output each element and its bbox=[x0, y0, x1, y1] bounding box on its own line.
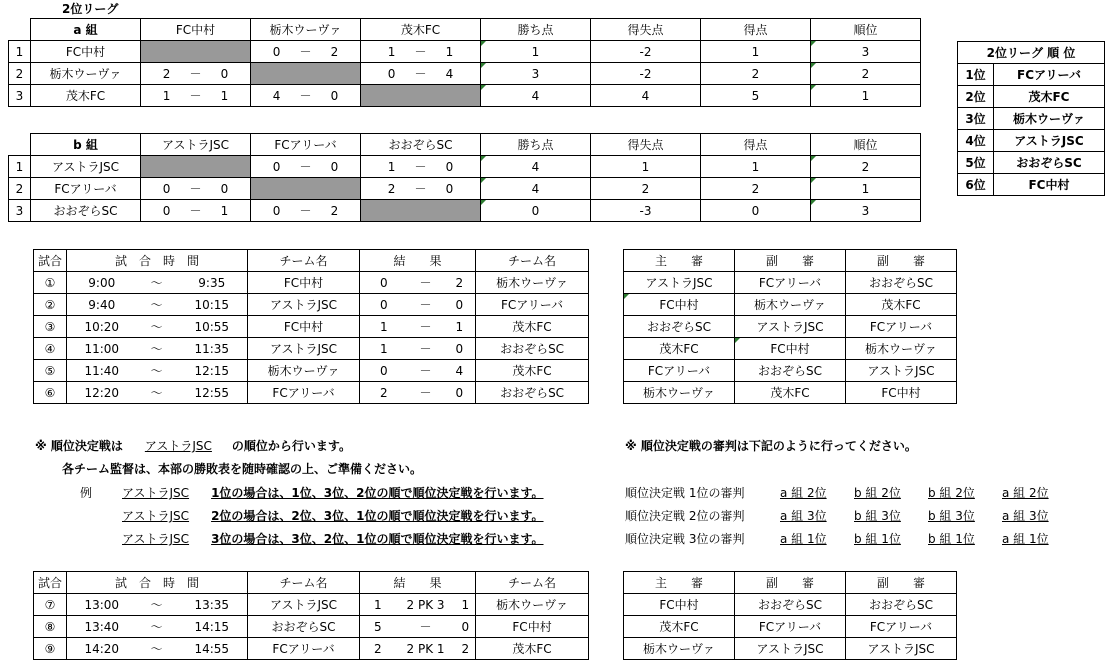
ref-rule-group: a 組 2位 bbox=[780, 486, 827, 500]
goal-diff: -3 bbox=[591, 200, 701, 222]
goals: 1 bbox=[701, 41, 811, 63]
main-referee: 茂木FC bbox=[624, 338, 735, 360]
home-team: FCアリーバ bbox=[248, 638, 360, 660]
self-cell bbox=[251, 63, 361, 85]
goals: 1 bbox=[701, 156, 811, 178]
assistant-referee: 茂木FC bbox=[846, 294, 957, 316]
col-header: 主 審 bbox=[624, 572, 735, 594]
away-team: 茂木FC bbox=[476, 316, 589, 338]
row-number: 1 bbox=[9, 41, 31, 63]
ref-rule-label: 順位決定戦 3位の審判 bbox=[625, 532, 745, 546]
rank-place: 3位 bbox=[958, 108, 994, 130]
away-team: おおぞらSC bbox=[476, 338, 589, 360]
start-time: 11:40 bbox=[67, 360, 137, 382]
tilde: ～ bbox=[137, 294, 177, 316]
tilde: ～ bbox=[137, 638, 177, 660]
self-cell bbox=[251, 178, 361, 200]
referee-row bbox=[624, 338, 957, 360]
match-row bbox=[34, 638, 589, 660]
end-time: 13:35 bbox=[177, 594, 248, 616]
ref-rule-row bbox=[625, 484, 1062, 501]
points: 4 bbox=[481, 85, 591, 107]
main-referee: アストラJSC bbox=[624, 272, 735, 294]
self-cell bbox=[361, 200, 481, 222]
group-a-table bbox=[8, 18, 921, 107]
home-team: FC中村 bbox=[248, 316, 360, 338]
end-time: 10:55 bbox=[177, 316, 248, 338]
rank-place: 1位 bbox=[958, 64, 994, 86]
score-sep: － bbox=[408, 316, 444, 338]
ref-rule-group: a 組 1位 bbox=[780, 532, 827, 546]
score-sep: － bbox=[408, 294, 444, 316]
col-header: 順位 bbox=[811, 134, 921, 156]
example-text: の場合は、3位、2位、1位の順で順位決定戦を行います。 bbox=[231, 532, 544, 546]
referee-row bbox=[624, 616, 957, 638]
assistant-referee: おおぞらSC bbox=[735, 360, 846, 382]
rank: 1 bbox=[811, 178, 921, 200]
example-team: アストラJSC bbox=[122, 509, 190, 523]
score-away: 0 bbox=[444, 294, 476, 316]
referee-row bbox=[624, 316, 957, 338]
ref-rule-group: b 組 1位 bbox=[928, 532, 975, 546]
referee-row bbox=[624, 272, 957, 294]
rank: 1 bbox=[811, 85, 921, 107]
group-a-label: a 組 bbox=[31, 19, 141, 41]
col-header: チーム名 bbox=[248, 250, 360, 272]
match-row bbox=[34, 294, 589, 316]
away-team: 栃木ウーヴァ bbox=[476, 594, 589, 616]
ref-rule-group: b 組 2位 bbox=[928, 486, 975, 500]
main-referee: 栃木ウーヴァ bbox=[624, 638, 735, 660]
score-sep: － bbox=[408, 272, 444, 294]
standings-row bbox=[9, 63, 921, 85]
home-team: 栃木ウーヴァ bbox=[248, 360, 360, 382]
ref-rule-row bbox=[625, 530, 1062, 547]
row-number: 2 bbox=[9, 178, 31, 200]
col-header: 試合 bbox=[34, 250, 67, 272]
rank-team: 栃木ウーヴァ bbox=[994, 108, 1105, 130]
points: 4 bbox=[481, 178, 591, 200]
assistant-referee: アストラJSC bbox=[735, 316, 846, 338]
end-time: 12:55 bbox=[177, 382, 248, 404]
rank-team: アストラJSC bbox=[994, 130, 1105, 152]
example-place: 2位 bbox=[211, 509, 232, 523]
example-team: アストラJSC bbox=[122, 486, 190, 500]
tilde: ～ bbox=[137, 338, 177, 360]
col-header: 栃木ウーヴァ bbox=[251, 19, 361, 41]
score-home: 0 bbox=[360, 360, 408, 382]
referee-table-1 bbox=[623, 249, 957, 404]
standings-row bbox=[9, 178, 921, 200]
example-place: 1位 bbox=[211, 486, 232, 500]
assistant-referee: アストラJSC bbox=[846, 360, 957, 382]
assistant-referee: おおぞらSC bbox=[735, 594, 846, 616]
col-header: FC中村 bbox=[141, 19, 251, 41]
schedule-table-2 bbox=[33, 571, 589, 660]
col-header: 結 果 bbox=[360, 250, 476, 272]
score-home: 2 bbox=[360, 382, 408, 404]
start-time: 12:20 bbox=[67, 382, 137, 404]
col-header: アストラJSC bbox=[141, 134, 251, 156]
score-sep: － bbox=[396, 616, 456, 638]
score-away: 4 bbox=[444, 360, 476, 382]
match-row bbox=[34, 360, 589, 382]
ref-rule-row bbox=[625, 507, 1062, 524]
home-team: アストラJSC bbox=[248, 594, 360, 616]
match-cell: 0 － 0 bbox=[141, 178, 251, 200]
note-team: アストラJSC bbox=[144, 439, 212, 453]
example-team: アストラJSC bbox=[122, 532, 190, 546]
col-header: 茂木FC bbox=[361, 19, 481, 41]
away-team: FC中村 bbox=[476, 616, 589, 638]
score-home: 1 bbox=[360, 594, 396, 616]
ref-rule-group: a 組 1位 bbox=[1002, 532, 1049, 546]
team-name: 栃木ウーヴァ bbox=[31, 63, 141, 85]
col-header: 順位 bbox=[811, 19, 921, 41]
score-sep: 2 PK 3 bbox=[396, 594, 456, 616]
referee-row bbox=[624, 638, 957, 660]
goal-diff: -2 bbox=[591, 41, 701, 63]
group-b-table bbox=[8, 133, 921, 222]
main-referee: 茂木FC bbox=[624, 616, 735, 638]
rank-team: 茂木FC bbox=[994, 86, 1105, 108]
score-home: 2 bbox=[360, 638, 396, 660]
match-row bbox=[34, 594, 589, 616]
rank-team: おおぞらSC bbox=[994, 152, 1105, 174]
rank: 2 bbox=[811, 156, 921, 178]
rank: 2 bbox=[811, 63, 921, 85]
start-time: 14:20 bbox=[67, 638, 137, 660]
example-row bbox=[122, 484, 544, 501]
match-row bbox=[34, 616, 589, 638]
match-cell: 0 － 1 bbox=[141, 200, 251, 222]
assistant-referee: おおぞらSC bbox=[846, 272, 957, 294]
ref-rule-group: b 組 2位 bbox=[854, 486, 901, 500]
assistant-referee: おおぞらSC bbox=[846, 594, 957, 616]
assistant-referee: FC中村 bbox=[735, 338, 846, 360]
score-home: 0 bbox=[360, 272, 408, 294]
goals: 5 bbox=[701, 85, 811, 107]
rank-place: 6位 bbox=[958, 174, 994, 196]
main-referee: FCアリーバ bbox=[624, 360, 735, 382]
ref-rule-group: a 組 3位 bbox=[780, 509, 827, 523]
rank-team: FCアリーバ bbox=[994, 64, 1105, 86]
league-title: 2位リーグ bbox=[62, 2, 119, 16]
col-header: FCアリーバ bbox=[251, 134, 361, 156]
match-row bbox=[34, 316, 589, 338]
score-away: 0 bbox=[456, 616, 476, 638]
ranking-table bbox=[957, 41, 1105, 196]
match-no: ⑤ bbox=[34, 360, 67, 382]
example-text: の場合は、2位、3位、1位の順で順位決定戦を行います。 bbox=[231, 509, 544, 523]
referee-row bbox=[624, 294, 957, 316]
match-cell: 2 － 0 bbox=[361, 178, 481, 200]
home-team: アストラJSC bbox=[248, 338, 360, 360]
team-name: FCアリーバ bbox=[31, 178, 141, 200]
example-label: 例 bbox=[80, 486, 93, 500]
match-no: ③ bbox=[34, 316, 67, 338]
score-sep: － bbox=[408, 360, 444, 382]
main-referee: おおぞらSC bbox=[624, 316, 735, 338]
match-cell: 2 － 0 bbox=[141, 63, 251, 85]
goals: 2 bbox=[701, 178, 811, 200]
away-team: 茂木FC bbox=[476, 638, 589, 660]
referee-row bbox=[624, 360, 957, 382]
ref-rule-group: b 組 1位 bbox=[854, 532, 901, 546]
score-home: 5 bbox=[360, 616, 396, 638]
standings-row bbox=[9, 41, 921, 63]
tilde: ～ bbox=[137, 616, 177, 638]
self-cell bbox=[361, 85, 481, 107]
assistant-referee: FCアリーバ bbox=[846, 616, 957, 638]
rank-place: 4位 bbox=[958, 130, 994, 152]
score-away: 2 bbox=[444, 272, 476, 294]
note-text: ※ 順位決定戦は bbox=[35, 439, 123, 453]
match-no: ① bbox=[34, 272, 67, 294]
goal-diff: 1 bbox=[591, 156, 701, 178]
home-team: おおぞらSC bbox=[248, 616, 360, 638]
col-header: 得点 bbox=[701, 19, 811, 41]
ref-rule-group: a 組 3位 bbox=[1002, 509, 1049, 523]
col-header: 副 審 bbox=[735, 250, 846, 272]
row-number: 1 bbox=[9, 156, 31, 178]
end-time: 11:35 bbox=[177, 338, 248, 360]
ref-rule-group: b 組 3位 bbox=[854, 509, 901, 523]
col-header: 得失点 bbox=[591, 19, 701, 41]
example-text: の場合は、1位、3位、2位の順で順位決定戦を行います。 bbox=[231, 486, 544, 500]
match-row bbox=[34, 338, 589, 360]
score-away: 2 bbox=[456, 638, 476, 660]
row-number: 2 bbox=[9, 63, 31, 85]
self-cell bbox=[141, 156, 251, 178]
end-time: 14:55 bbox=[177, 638, 248, 660]
assistant-referee: FCアリーバ bbox=[735, 616, 846, 638]
main-referee: FC中村 bbox=[624, 594, 735, 616]
ref-rule-label: 順位決定戦 2位の審判 bbox=[625, 509, 745, 523]
home-team: FCアリーバ bbox=[248, 382, 360, 404]
rank-place: 5位 bbox=[958, 152, 994, 174]
col-header: 試 合 時 間 bbox=[67, 572, 248, 594]
col-header: チーム名 bbox=[248, 572, 360, 594]
assistant-referee: 茂木FC bbox=[735, 382, 846, 404]
away-team: 栃木ウーヴァ bbox=[476, 272, 589, 294]
main-referee: 栃木ウーヴァ bbox=[624, 382, 735, 404]
standings-row bbox=[9, 200, 921, 222]
ref-rule-label: 順位決定戦 1位の審判 bbox=[625, 486, 745, 500]
match-cell: 1 － 1 bbox=[141, 85, 251, 107]
match-no: ⑥ bbox=[34, 382, 67, 404]
col-header: 得失点 bbox=[591, 134, 701, 156]
match-cell: 0 － 2 bbox=[251, 200, 361, 222]
row-number: 3 bbox=[9, 85, 31, 107]
end-time: 14:15 bbox=[177, 616, 248, 638]
col-header: 試 合 時 間 bbox=[67, 250, 248, 272]
goal-diff: -2 bbox=[591, 63, 701, 85]
rank-place: 2位 bbox=[958, 86, 994, 108]
match-row bbox=[34, 382, 589, 404]
score-away: 0 bbox=[444, 382, 476, 404]
match-no: ⑦ bbox=[34, 594, 67, 616]
match-no: ② bbox=[34, 294, 67, 316]
start-time: 9:40 bbox=[67, 294, 137, 316]
team-name: FC中村 bbox=[31, 41, 141, 63]
note-line1 bbox=[35, 437, 351, 454]
rank: 3 bbox=[811, 200, 921, 222]
col-header: 副 審 bbox=[846, 250, 957, 272]
score-home: 1 bbox=[360, 316, 408, 338]
match-cell: 1 － 0 bbox=[361, 156, 481, 178]
rank-team: FC中村 bbox=[994, 174, 1105, 196]
score-sep: 2 PK 1 bbox=[396, 638, 456, 660]
score-sep: － bbox=[408, 382, 444, 404]
tilde: ～ bbox=[137, 360, 177, 382]
assistant-referee: アストラJSC bbox=[846, 638, 957, 660]
rank: 3 bbox=[811, 41, 921, 63]
match-cell: 0 － 2 bbox=[251, 41, 361, 63]
col-header: 副 審 bbox=[846, 572, 957, 594]
schedule-table-1 bbox=[33, 249, 589, 404]
assistant-referee: FCアリーバ bbox=[735, 272, 846, 294]
col-header: 結 果 bbox=[360, 572, 476, 594]
col-header: 勝ち点 bbox=[481, 134, 591, 156]
col-header: 副 審 bbox=[735, 572, 846, 594]
match-no: ④ bbox=[34, 338, 67, 360]
col-header: 勝ち点 bbox=[481, 19, 591, 41]
points: 3 bbox=[481, 63, 591, 85]
assistant-referee: アストラJSC bbox=[735, 638, 846, 660]
team-name: 茂木FC bbox=[31, 85, 141, 107]
referee-table-2 bbox=[623, 571, 957, 660]
main-referee: FC中村 bbox=[624, 294, 735, 316]
self-cell bbox=[141, 41, 251, 63]
team-name: おおぞらSC bbox=[31, 200, 141, 222]
ref-rule-group: b 組 3位 bbox=[928, 509, 975, 523]
example-row bbox=[122, 530, 544, 547]
start-time: 11:00 bbox=[67, 338, 137, 360]
col-header: チーム名 bbox=[476, 572, 589, 594]
tilde: ～ bbox=[137, 272, 177, 294]
col-header: 得点 bbox=[701, 134, 811, 156]
score-sep: － bbox=[408, 338, 444, 360]
start-time: 13:40 bbox=[67, 616, 137, 638]
assistant-referee: 栃木ウーヴァ bbox=[735, 294, 846, 316]
away-team: おおぞらSC bbox=[476, 382, 589, 404]
match-no: ⑨ bbox=[34, 638, 67, 660]
tilde: ～ bbox=[137, 316, 177, 338]
goal-diff: 4 bbox=[591, 85, 701, 107]
away-team: 茂木FC bbox=[476, 360, 589, 382]
assistant-referee: FC中村 bbox=[846, 382, 957, 404]
referee-row bbox=[624, 594, 957, 616]
note-line2: 各チーム監督は、本部の勝敗表を随時確認の上、ご準備ください。 bbox=[62, 462, 423, 476]
start-time: 13:00 bbox=[67, 594, 137, 616]
match-cell: 0 － 4 bbox=[361, 63, 481, 85]
tilde: ～ bbox=[137, 382, 177, 404]
start-time: 10:20 bbox=[67, 316, 137, 338]
away-team: FCアリーバ bbox=[476, 294, 589, 316]
match-cell: 1 － 1 bbox=[361, 41, 481, 63]
score-home: 0 bbox=[360, 294, 408, 316]
example-place: 3位 bbox=[211, 532, 232, 546]
match-cell: 4 － 0 bbox=[251, 85, 361, 107]
match-cell: 0 － 0 bbox=[251, 156, 361, 178]
example-row bbox=[122, 507, 544, 524]
ref-rule-group: a 組 2位 bbox=[1002, 486, 1049, 500]
goals: 0 bbox=[701, 200, 811, 222]
points: 4 bbox=[481, 156, 591, 178]
assistant-referee: 栃木ウーヴァ bbox=[846, 338, 957, 360]
col-header: 主 審 bbox=[624, 250, 735, 272]
referee-row bbox=[624, 382, 957, 404]
score-away: 0 bbox=[444, 338, 476, 360]
team-name: アストラJSC bbox=[31, 156, 141, 178]
ranking-title: 2位リーグ 順 位 bbox=[958, 42, 1105, 64]
points: 1 bbox=[481, 41, 591, 63]
referee-note-title: ※ 順位決定戦の審判は下記のように行ってください。 bbox=[625, 439, 917, 453]
row-number: 3 bbox=[9, 200, 31, 222]
assistant-referee: FCアリーバ bbox=[846, 316, 957, 338]
score-home: 1 bbox=[360, 338, 408, 360]
standings-row bbox=[9, 156, 921, 178]
home-team: アストラJSC bbox=[248, 294, 360, 316]
tilde: ～ bbox=[137, 594, 177, 616]
goal-diff: 2 bbox=[591, 178, 701, 200]
col-header: 試合 bbox=[34, 572, 67, 594]
end-time: 10:15 bbox=[177, 294, 248, 316]
score-away: 1 bbox=[456, 594, 476, 616]
standings-row bbox=[9, 85, 921, 107]
group-b-label: b 組 bbox=[31, 134, 141, 156]
score-away: 1 bbox=[444, 316, 476, 338]
goals: 2 bbox=[701, 63, 811, 85]
col-header: チーム名 bbox=[476, 250, 589, 272]
match-no: ⑧ bbox=[34, 616, 67, 638]
match-row bbox=[34, 272, 589, 294]
col-header: おおぞらSC bbox=[361, 134, 481, 156]
end-time: 9:35 bbox=[177, 272, 248, 294]
home-team: FC中村 bbox=[248, 272, 360, 294]
points: 0 bbox=[481, 200, 591, 222]
start-time: 9:00 bbox=[67, 272, 137, 294]
note-text: の順位から行います。 bbox=[231, 439, 351, 453]
end-time: 12:15 bbox=[177, 360, 248, 382]
